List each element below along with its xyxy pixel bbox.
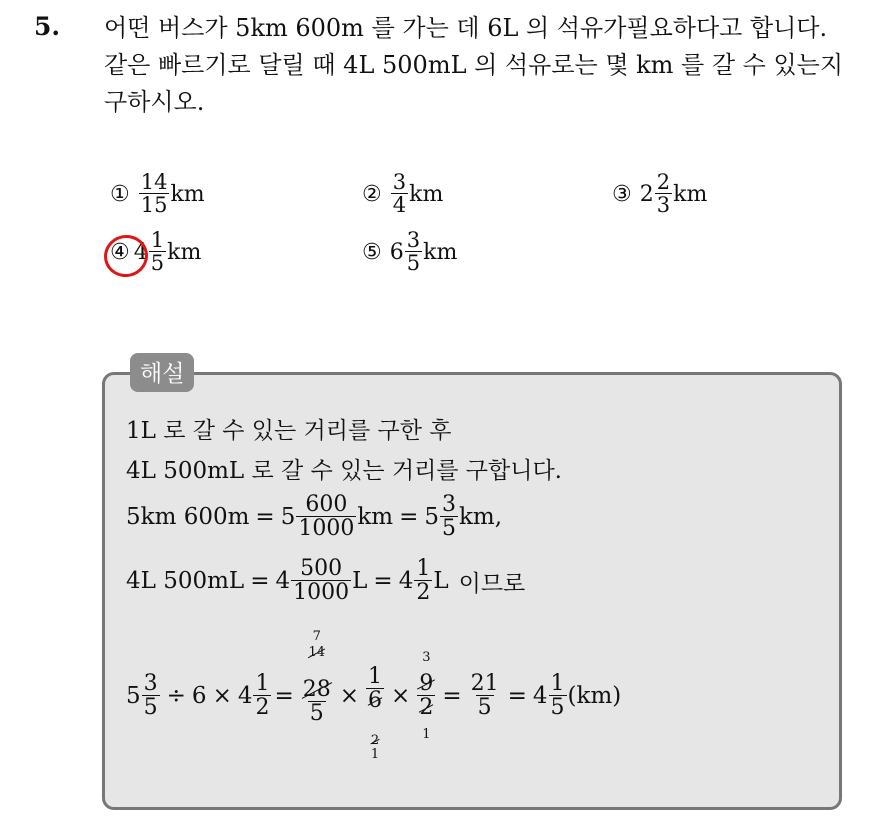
choice-unit: km	[167, 239, 202, 265]
eq3-frac-c: 7 14 $\frac{28}{5}$	[302, 629, 331, 726]
solution-tag: 해설	[130, 353, 194, 392]
equation-2: 4L 500mL = 4 $\frac{500}{1000}$ L = 4 $\frac{1}{2}$ L 이므로	[126, 556, 526, 605]
eq3-frac-e: 3 $\frac{9}{2}$ 1	[419, 649, 434, 742]
question-line: 어떤 버스가 5km 600m 를 가는 데 6L 의 석유가필요하다고 합니다.	[104, 14, 828, 42]
eq2-fraction: $\frac{500}{1000}$	[293, 556, 350, 605]
choice-mark: ①	[110, 181, 130, 207]
eq1-lhs: 5km 600m	[126, 504, 250, 530]
eq3-frac-result: $\frac{21}{5}$	[470, 670, 499, 720]
eq1-fraction: $\frac{600}{1000}$	[298, 492, 355, 541]
eq2-lhs: 4L 500mL	[126, 568, 245, 594]
choice-fraction: $\frac{3}{4}$	[392, 170, 407, 217]
choice-whole: 2	[639, 181, 654, 207]
question-number: 5.	[34, 12, 61, 41]
eq2-fraction-2: $\frac{1}{2}$	[416, 556, 431, 605]
choice-2[interactable]	[362, 172, 443, 216]
eq3-frac-b: $\frac{1}{2}$	[255, 670, 270, 720]
choice-mark: ⑤	[362, 239, 382, 265]
choice-whole: 6	[389, 239, 404, 265]
choice-4[interactable]	[110, 230, 201, 274]
choice-mark: ④	[110, 239, 130, 265]
equation-3: 5 $\frac{3}{5}$ ÷ 6 × 4 $\frac{1}{2}$ = 7 14 $\frac{28}{5}$ × $\frac{1}{6}$ 2 1 × 3 $\frac{9}{2}$ 1 = $\frac{21}{5}$ = 4 $\frac{1}{5}$ (km)	[126, 629, 622, 762]
choice-mark: ③	[612, 181, 632, 207]
choice-mark: ②	[362, 181, 382, 207]
choice-fraction: $\frac{2}{3}$	[656, 170, 671, 217]
choice-fraction: $\frac{3}{5}$	[406, 228, 421, 275]
choice-whole: 4	[133, 239, 148, 265]
solution-line-1: 1L 로 갈 수 있는 거리를 구한 후	[126, 418, 452, 444]
choice-fraction: $\frac{1}{5}$	[150, 228, 165, 275]
choice-unit: km	[673, 181, 708, 207]
question-line: 구하시오.	[104, 88, 205, 116]
eq1-fraction-2: $\frac{3}{5}$	[442, 492, 456, 541]
choice-unit: km	[409, 181, 444, 207]
selected-circle-mark	[100, 230, 152, 280]
choice-3[interactable]	[612, 172, 707, 216]
equation-1: 5km 600m = 5 $\frac{600}{1000}$ km = 5 $\frac{3}{5}$ km,	[126, 492, 503, 541]
eq3-frac-d: $\frac{1}{6}$ 2 1	[368, 664, 383, 762]
solution-line-2: 4L 500mL 로 갈 수 있는 거리를 구합니다.	[126, 458, 562, 484]
eq3-frac-final: $\frac{1}{5}$	[550, 670, 565, 720]
choice-unit: km	[170, 181, 205, 207]
question-line: 같은 빠르기로 달릴 때 4L 500mL 의 석유로는 몇 km 를 갈 수 있는지	[104, 51, 844, 79]
choice-fraction: $\frac{14}{15}$	[140, 170, 168, 217]
eq3-frac-a: $\frac{3}{5}$	[143, 670, 158, 720]
choice-1[interactable]	[110, 172, 205, 216]
question-text	[104, 10, 874, 121]
choice-unit: km	[423, 239, 458, 265]
choice-5[interactable]	[362, 230, 457, 274]
